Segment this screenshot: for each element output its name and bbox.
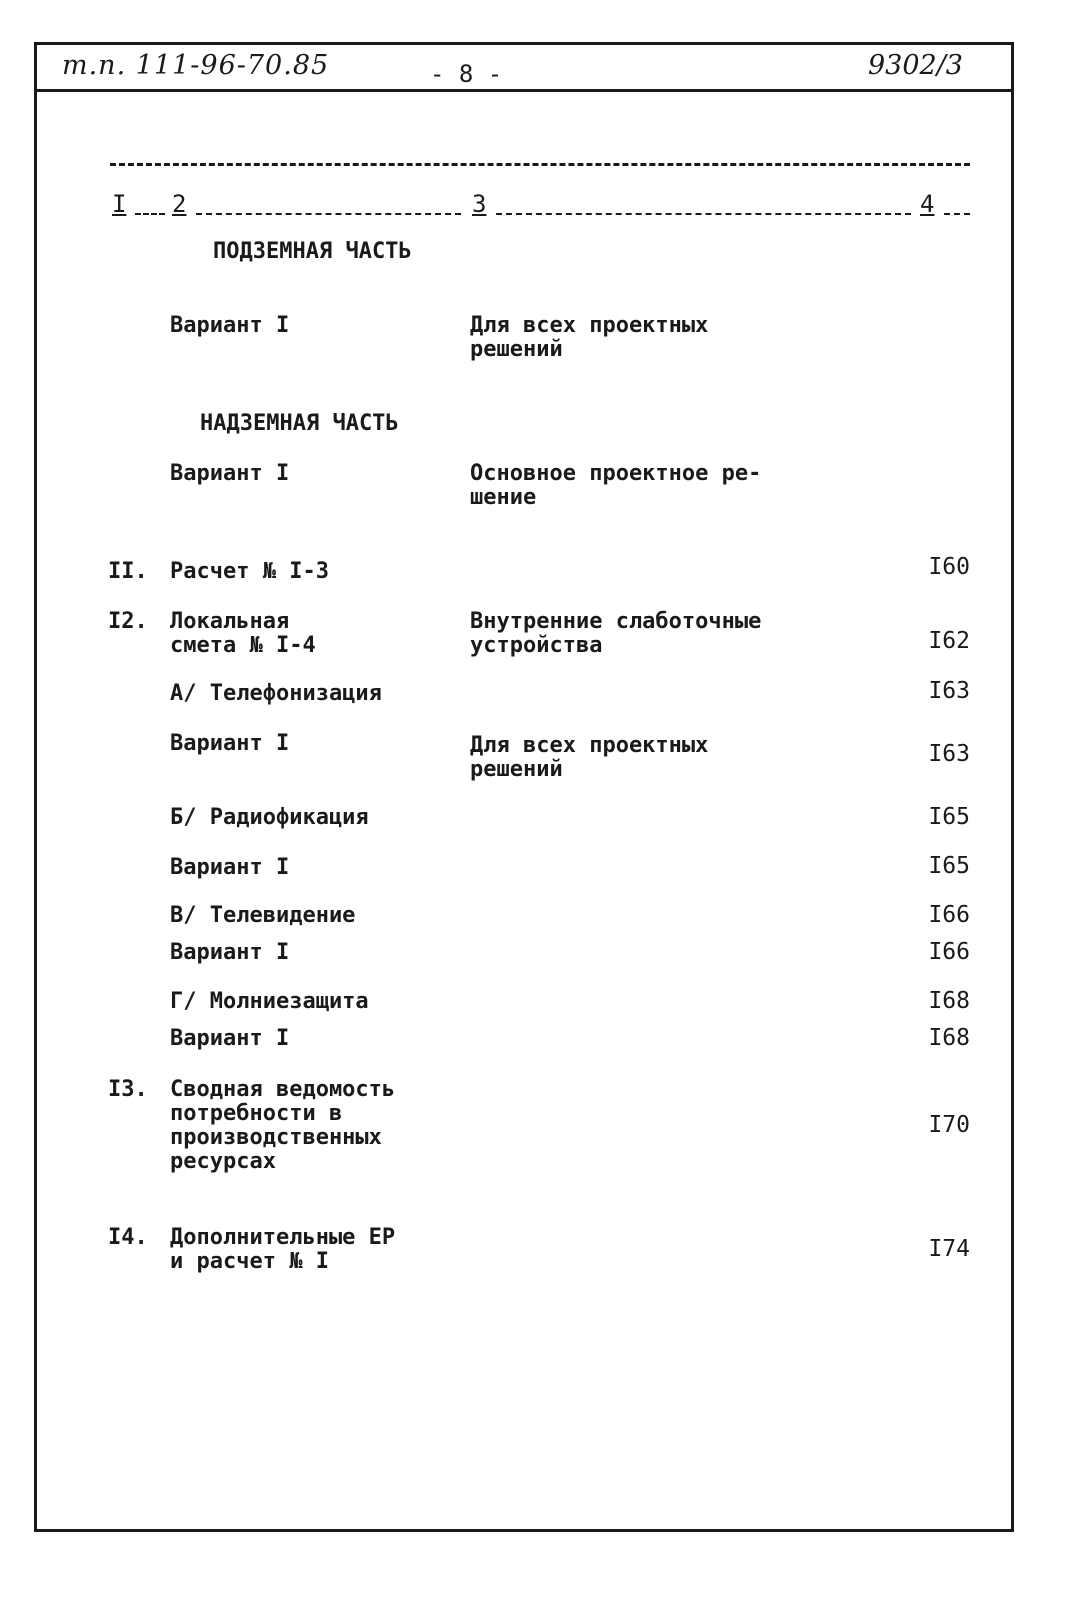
row-title: Локальная смета № I-4 — [170, 609, 316, 658]
row-page-ref: I70 — [928, 1112, 970, 1138]
row-page-ref: I60 — [928, 554, 970, 580]
row-subsection-title: Г/ Молниезащита — [170, 989, 369, 1014]
row-page-ref: I66 — [928, 939, 970, 965]
column-divider — [135, 213, 165, 215]
row-page-ref: I65 — [928, 853, 970, 879]
row-page-ref: I65 — [928, 804, 970, 830]
row-subsection-title: А/ Телефонизация — [170, 681, 382, 706]
row-title: Сводная ведомость потребности в производственных ресурсах — [170, 1077, 396, 1174]
page-frame — [34, 42, 1014, 1532]
row-number: II. — [108, 559, 148, 584]
row-variant-label: Вариант I — [170, 940, 290, 965]
document-code: т.п. 111-96-70.85 — [62, 50, 330, 81]
row-title: Дополнительные ЕР и расчет № I — [170, 1225, 396, 1274]
column-divider — [944, 213, 970, 215]
row-title: Расчет № I-3 — [170, 559, 329, 584]
column-number-3: 3 — [472, 190, 487, 218]
row-page-ref: I68 — [928, 1025, 970, 1051]
row-page-ref: I74 — [928, 1236, 970, 1262]
row-variant-label: Вариант I — [170, 731, 290, 756]
row-number: I2. — [108, 609, 148, 634]
row-variant-label: Вариант I — [170, 855, 290, 880]
row-description: Для всех проектных решений — [470, 313, 709, 362]
row-variant-label: Вариант I — [170, 1026, 290, 1051]
row-subsection-title: Б/ Радиофикация — [170, 805, 369, 830]
column-divider — [196, 213, 461, 215]
sheet-code: 9302/3 — [868, 50, 963, 81]
row-page-ref: I63 — [928, 678, 970, 704]
section-heading-aboveground: НАДЗЕМНАЯ ЧАСТЬ — [200, 411, 399, 436]
column-number-2: 2 — [172, 190, 187, 218]
row-page-ref: I63 — [928, 741, 970, 767]
row-page-ref: I62 — [928, 628, 970, 654]
table-top-rule — [110, 163, 970, 166]
row-description: Основное проектное ре- шение — [470, 461, 762, 510]
row-subsection-title: В/ Телевидение — [170, 903, 356, 928]
row-number: I3. — [108, 1077, 148, 1102]
row-page-ref: I66 — [928, 902, 970, 928]
section-heading-underground: ПОДЗЕМНАЯ ЧАСТЬ — [213, 239, 412, 264]
row-description: Внутренние слаботочные устройства — [470, 609, 762, 658]
row-description: Для всех проектных решений — [470, 733, 709, 782]
row-number: I4. — [108, 1225, 148, 1250]
header-rule — [34, 89, 1014, 92]
column-number-4: 4 — [920, 190, 935, 218]
row-page-ref: I68 — [928, 988, 970, 1014]
column-divider — [496, 213, 911, 215]
column-number-1: I — [112, 190, 127, 218]
row-variant-label: Вариант I — [170, 313, 290, 338]
row-variant-label: Вариант I — [170, 461, 290, 486]
page-number: - 8 - — [430, 60, 503, 88]
